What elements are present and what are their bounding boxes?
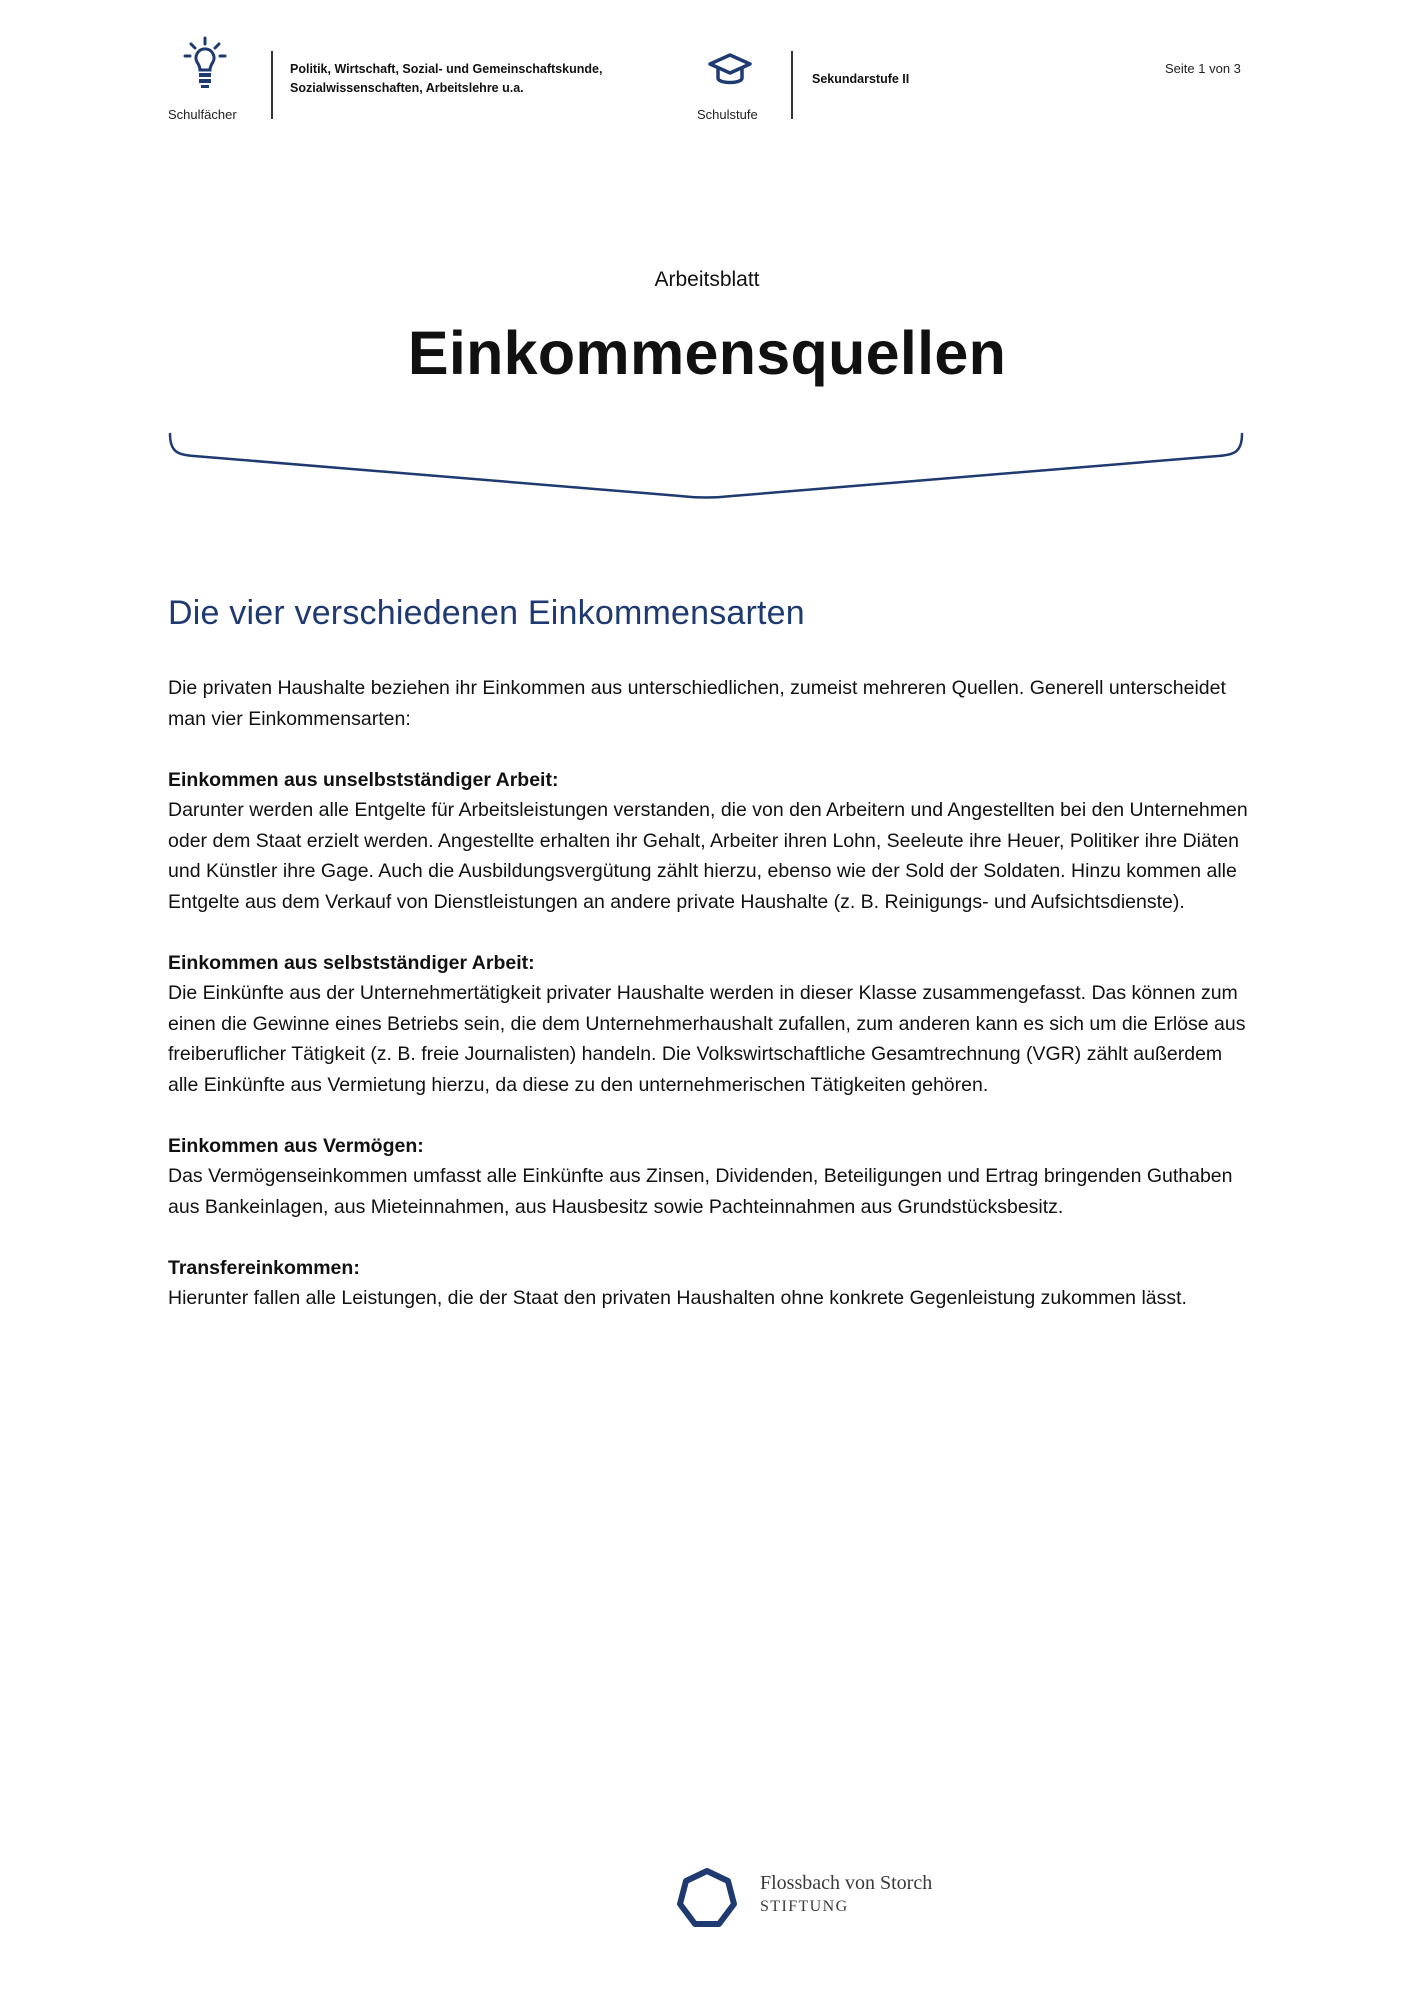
lightbulb-icon — [183, 36, 227, 95]
level-caption: Schulstufe — [697, 107, 758, 122]
income-type-section — [168, 948, 1248, 1101]
heptagon-logo-icon — [674, 1866, 740, 1937]
title-brace-divider — [168, 430, 1244, 507]
section-heading: Die vier verschiedenen Einkommensarten — [168, 594, 805, 632]
graduation-cap-icon — [707, 51, 753, 94]
income-type-section — [168, 1131, 1248, 1223]
level-text: Sekundarstufe II — [812, 72, 910, 86]
intro-paragraph: Die privaten Haushalte beziehen ihr Einkommen aus unterschiedlichen, zumeist mehreren Quellen. Generell unterscheidet man vier Einkommensarten: — [168, 677, 1226, 730]
subjects-line-2: Sozialwissenschaften, Arbeitslehre u.a. — [290, 81, 524, 95]
income-type-text: Das Vermögenseinkommen umfasst alle Einkünfte aus Zinsen, Dividenden, Beteiligungen und Ertrag bringenden Guthaben aus Bankeinlagen, aus Mieteinnahmen, aus Hausbesitz sowie Pachteinnahmen aus Grundstücksbesitz. — [168, 1165, 1233, 1218]
subjects-caption: Schulfächer — [168, 107, 237, 122]
footer-org-sub: STIFTUNG — [760, 1898, 849, 1915]
document-type: Arbeitsblatt — [654, 268, 760, 291]
income-type-title: Einkommen aus unselbstständiger Arbeit: — [168, 768, 559, 791]
page-title: Einkommensquellen — [407, 319, 1007, 387]
footer-org-name: Flossbach von Storch — [760, 1872, 933, 1894]
subjects-line-1: Politik, Wirtschaft, Sozial- und Gemeinschaftskunde, — [290, 62, 603, 76]
subjects-text — [290, 60, 602, 98]
header-divider — [271, 51, 273, 119]
income-type-text: Hierunter fallen alle Leistungen, die der Staat den privaten Haushalten ohne konkrete Gegenleistung zukommen lässt. — [168, 1287, 1187, 1309]
income-type-text: Darunter werden alle Entgelte für Arbeitsleistungen verstanden, die von den Arbeitern und Angestellten bei den Unternehmen oder dem Staat erzielt werden. Angestellte erhalten ihr Gehalt, Arbeiter ihren Lohn, Seeleute ihre Heuer, Politiker ihre Diäten und Künstler ihre Gage. Auch die Ausbildungsvergütung zählt hierzu, ebenso wie der Sold der Soldaten. Hinzu kommen alle Entgelte aus dem Verkauf von Dienstleistungen an andere private Haushalte (z. B. Reinigungs- und Aufsichtsdienste). — [168, 799, 1248, 913]
income-type-title: Einkommen aus selbstständiger Arbeit: — [168, 951, 535, 974]
main-content — [168, 594, 1248, 1344]
income-type-section — [168, 1253, 1248, 1314]
income-type-text: Die Einkünfte aus der Unternehmertätigkeit privater Haushalte werden in dieser Klasse zusammengefasst. Das können zum einen die Gewinne eines Betriebs sein, die dem Unternehmerhaushalt zufallen, zum anderen kann es sich um die Erlöse aus freiberuflicher Tätigkeit (z. B. freie Journalisten) handeln. Die Volkswirtschaftliche Gesamtrechnung (VGR) zählt außerdem alle Einkünfte aus Vermietung hierzu, da diese zu den unternehmerischen Tätigkeiten gehören. — [168, 982, 1246, 1096]
page-indicator: Seite 1 von 3 — [1165, 61, 1241, 76]
header-divider — [791, 51, 793, 119]
income-type-title: Transfereinkommen: — [168, 1256, 360, 1279]
income-type-title: Einkommen aus Vermögen: — [168, 1134, 424, 1157]
income-type-section — [168, 765, 1248, 918]
